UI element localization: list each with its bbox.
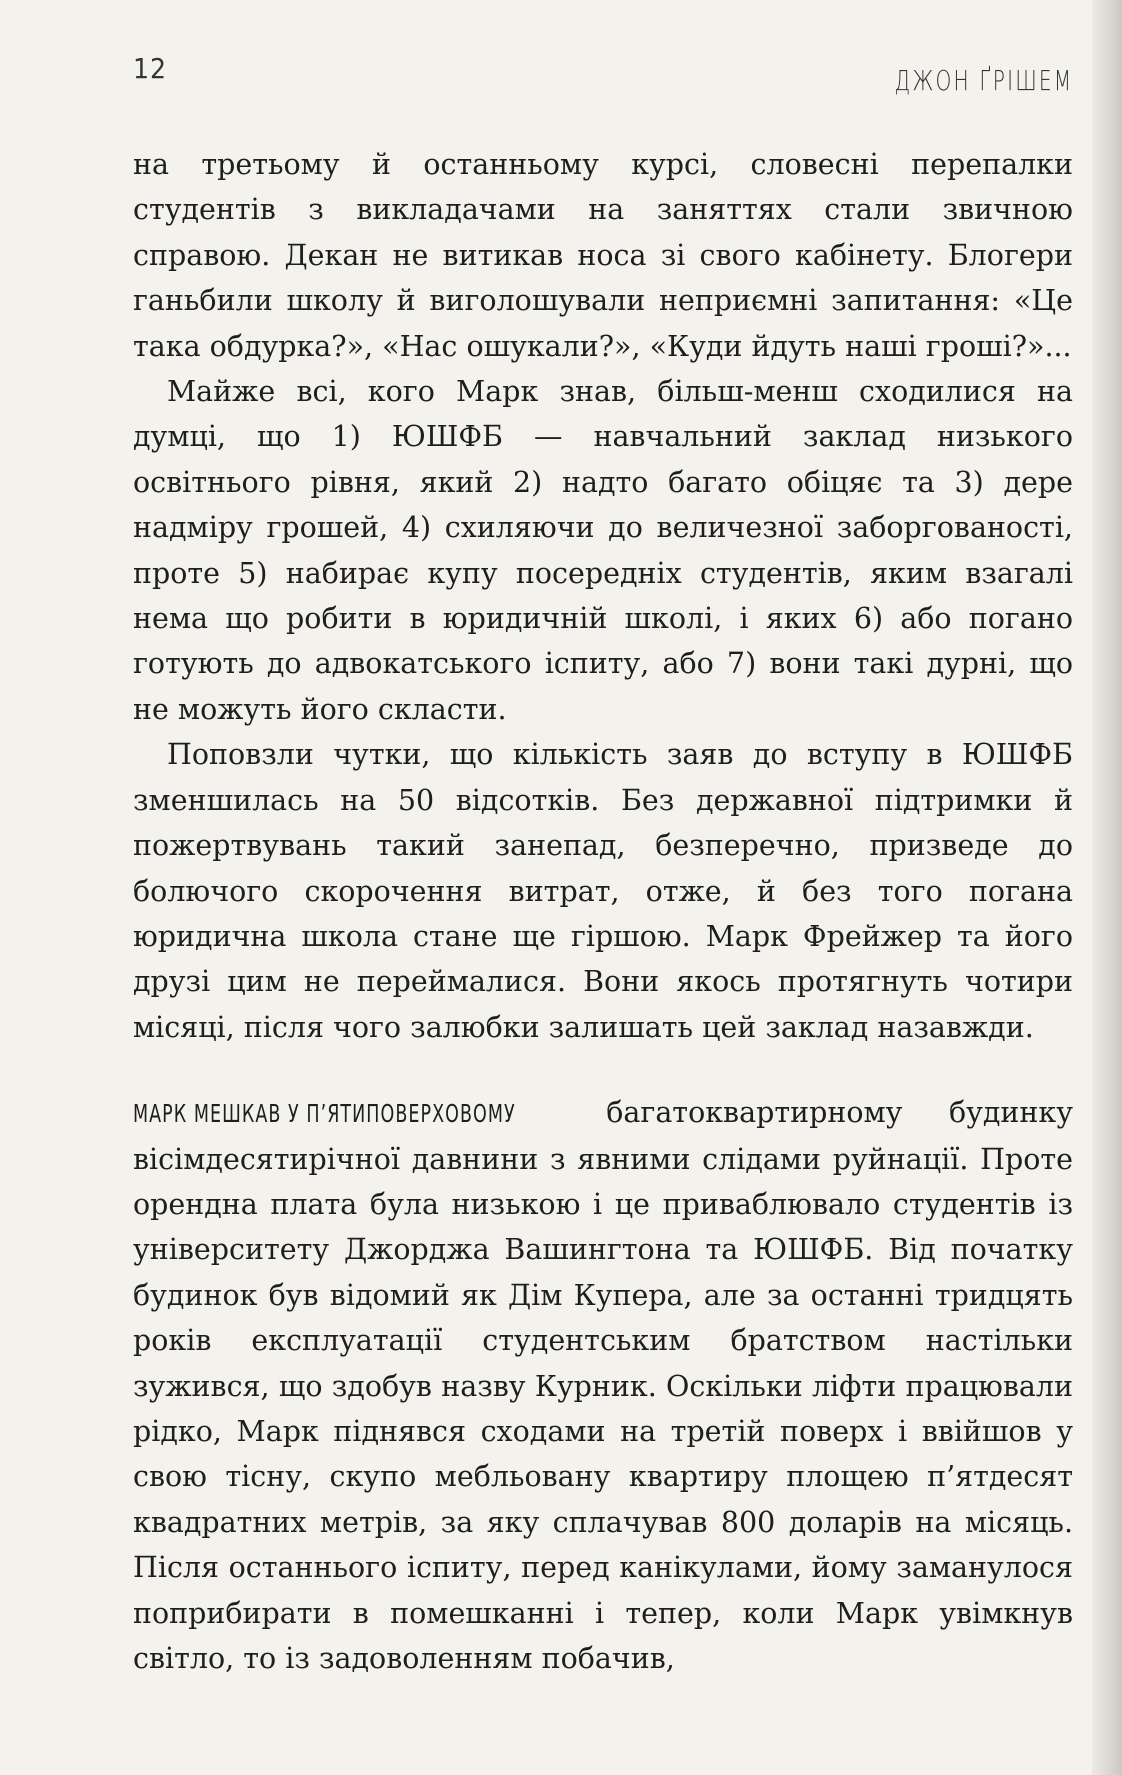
paragraph: Майже всі, кого Марк знав, більш-менш сходилися на думці, що 1) ЮШФБ — навчальний заклад низького освітнього рівня, який 2) надто багато обіцяє та 3) дере надміру грошей, 4) схиляючи до величезної заборгованості, проте 5) набирає купу посередніх студентів, яким взагалі нема що робити в юридичній школі, і яких 6) або погано готують до адвокатського іспиту, або 7) вони такі дурні, що не можуть його скласти. <box>133 375 1073 726</box>
paragraph: Поповзли чутки, що кількість заяв до вступу в ЮШФБ зменшилась на 50 відсотків. Без державної підтримки й пожертвувань такий занепад, безперечно, призведе до болючого скорочення витрат, отже, й без того погана юридична школа стане ще гіршою. Марк Фрейжер та його друзі цим не переймалися. Вони якось протягнуть чотири місяці, після чого залюбки залишать цей заклад назавжди. <box>133 738 1073 1044</box>
section-break <box>133 1050 1073 1090</box>
running-head-author: ДЖОН ҐРІШЕМ <box>894 64 1073 97</box>
body-text <box>133 142 1073 1681</box>
page-header <box>133 50 1073 100</box>
page-edge-shadow <box>1092 0 1122 1775</box>
paragraph-continuation: на третьому й останньому курсі, словесні перепалки студентів з викладачами на заняттях стали звичною справою. Декан не витикав носа зі свого кабінету. Блогери ганьбили школу й виголошували неприємні запитання: «Це така обдурка?», «Нас ошукали?», «Куди йдуть наші гроші?»... <box>133 148 1073 363</box>
section-opening-text: багатоквартирному будинку вісімдесятирічної давнини з явними слідами руйнації. Проте орендна плата була низькою і це приваблювало студентів із університету Джорджа Вашингтона та ЮШФБ. Від початку будинок був відомий як Дім Купера, але за останні тридцять років експлуатації студентським братством настільки зужився, що здобув назву Курник. Оскільки ліфти працювали рідко, Марк піднявся сходами на третій поверх і ввійшов у свою тісну, скупо мебльовану квартиру площею п’ятдесят квадратних метрів, за яку сплачував 800 доларів на місяць. Після останнього іспиту, перед канікулами, йому заманулося поприбирати в помешканні і тепер, коли Марк увімкнув світло, то із задоволенням побачив, <box>133 1096 1073 1675</box>
section-opening-paragraph <box>133 1090 1073 1681</box>
page-number: 12 <box>133 52 168 85</box>
section-lead-in: МАРК МЕШКАВ У П’ЯТИПОВЕРХОВОМУ <box>133 1099 516 1129</box>
